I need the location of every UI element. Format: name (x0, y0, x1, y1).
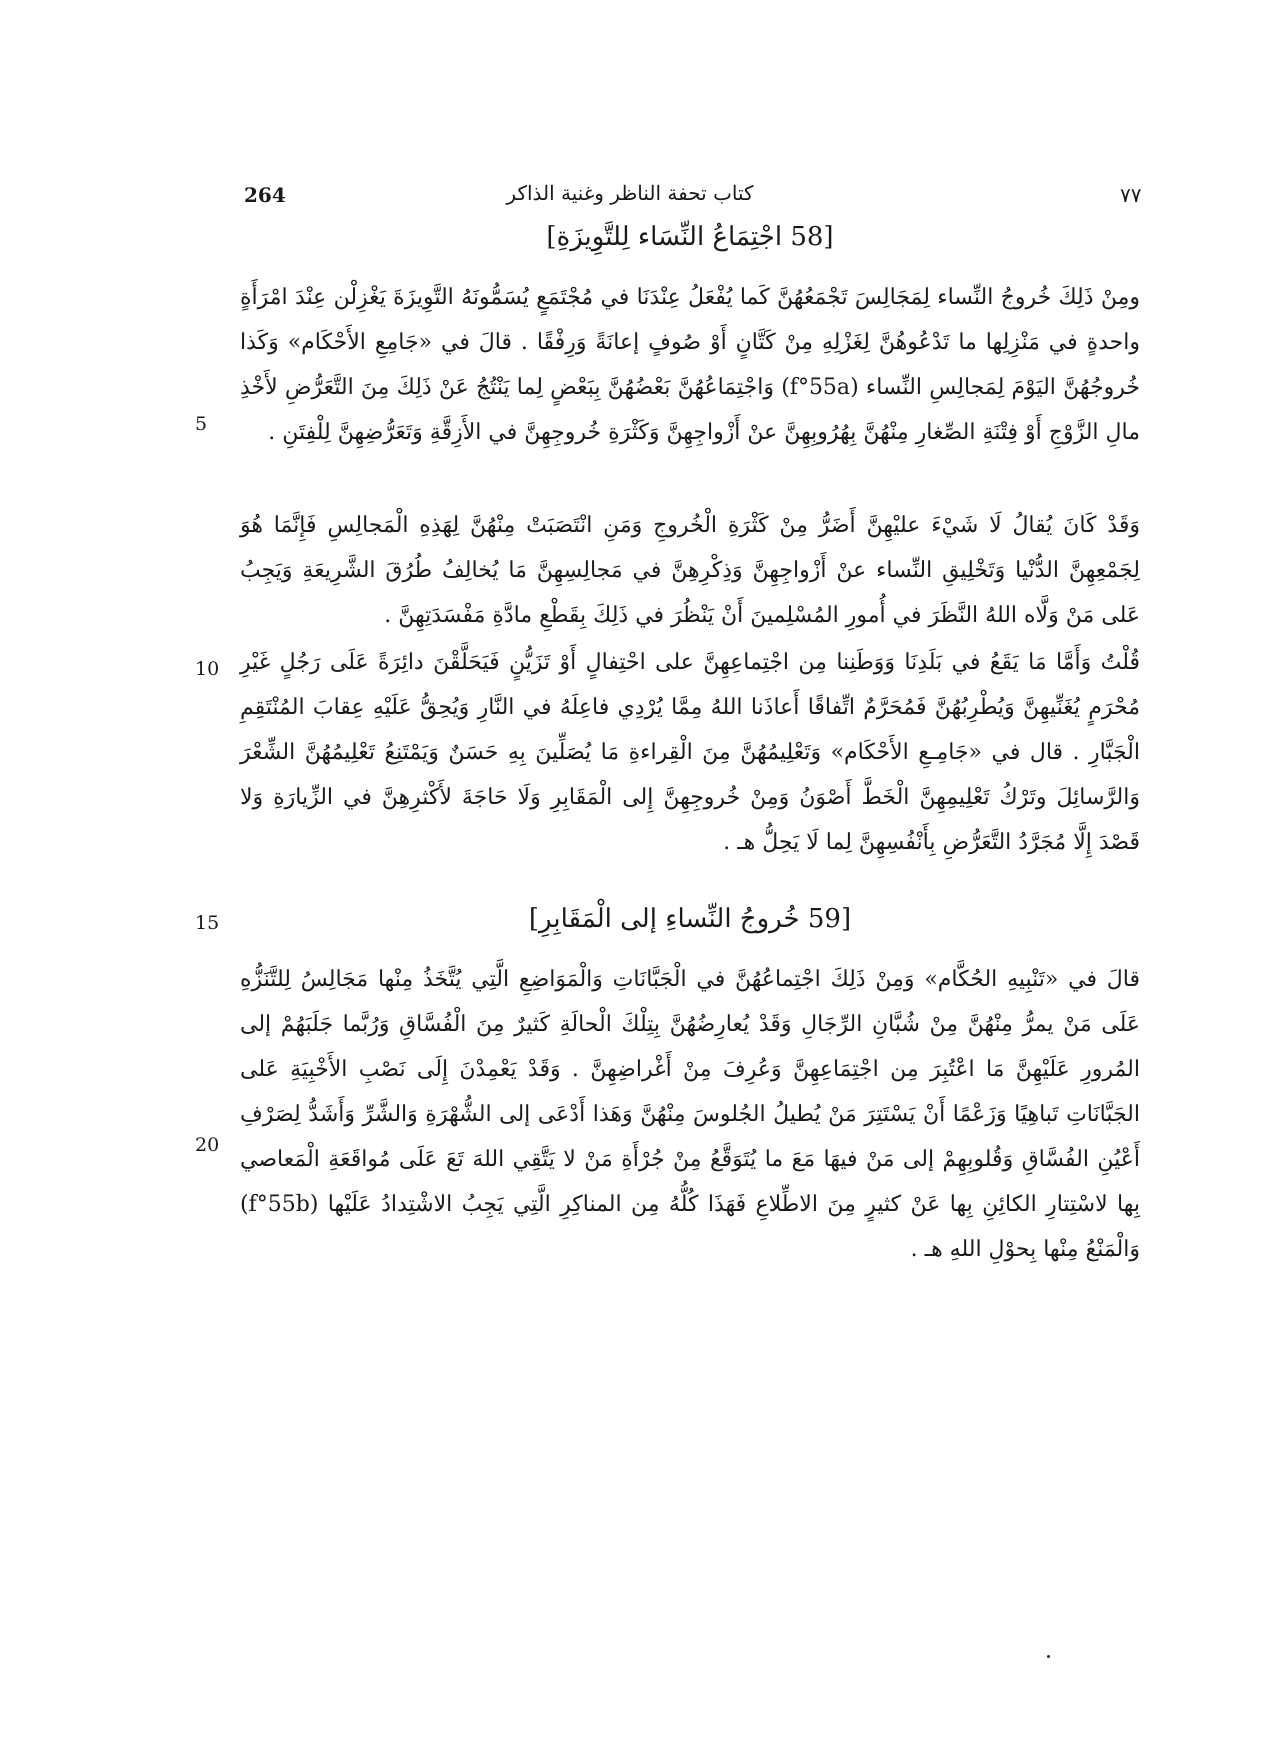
paragraph: وَقَدْ كَانَ يُقالُ لَا شَيْءَ عليْهِنَّ أَضَرُّ مِنْ كَثْرَةِ الْخُروجِ وَمَنِ انْتَصَبَتْ مِنْهُنَّ لِهَذِهِ الْمَجالِسِ فَإِنَّمَا هُوَ لِجَمْعِهِنَّ الدُّنْيا وَتَخْلِيقِ النِّساء عنْ أَزْواجِهِنَّ وَذِكْرِهِنَّ في مَجالِسِهِنَّ مَا يُخالِفُ طُرُقَ الشَّرِيعَةِ وَيَجِبُ عَلى مَنْ وَلَّاه اللهُ النَّظَرَ في أُمورِ المُسْلِمينَ أَنْ يَنْظُرَ في ذَلِكَ بِقَطْعِ مادَّةِ مَفْسَدَتِهِنَّ . (240, 513, 1140, 628)
line-number: 10 (195, 658, 220, 680)
section-heading-58: [58 اجْتِمَاعُ النِّسَاء لِلتَّوِيزَةِ] (546, 222, 834, 252)
section-heading-59: [59 خُروجُ النِّساءِ إلى الْمَقَابِرِ] (528, 904, 852, 934)
paragraph: ومِنْ ذَلِكَ خُروجُ النِّساء لِمَجَالِسَ تَجْمَعُهُنَّ كَما يُفْعَلُ عِنْدَنَا في مُجْتَمَعٍ يُسَمُّونَهُ التَّوِيزَةَ يَغْزِلْن عِنْدَ امْرَأَةٍ واحدةٍ في مَنْزِلِها ما تَدْعُوهُنَّ لِغَزْلِهِ مِنْ كَتَّانٍ أَوْ صُوفٍ إعانَةً وَرِفْقًا . قالَ في «جَامِعِ الأَحْكَام» وَكَذا خُروجُهُنَّ اليَوْمَ لِمَجالِسِ النِّساء (f°55a) وَاجْتِمَاعُهُنَّ بَعْضُهُنَّ بِبَعْضٍ لِما يَنْتُجُ عَنْ ذَلِكَ مِنَ التَّعَرُّضِ لأَخْذِ مالِ الزَّوْجِ أَوْ فِتْنَةِ الصِّغارِ مِنْهُنَّ بِهُرُوبِهِنَّ عنْ أَزْواجِهِنَّ وَكَثْرَةِ خُروجِهِنَّ في الأَزِقَّةِ وَتَعَرُّضِهِنَّ لِلْفِتَنِ . (240, 285, 1140, 445)
running-title: كتاب تحفة الناظر وغنية الذاكر (506, 181, 754, 205)
paragraph: قالَ في «تَنْبِيهِ الحُكَّام» وَمِنْ ذَلِكَ اجْتِماعُهُنَّ في الْجَبَّانَاتِ وَالْمَوَاضِعِ الَّتِي يُتَّخَذُ مِنْها مَجَالِسُ لِلتَّنَزُّهِ عَلَى مَنْ يمرُّ مِنْهُنَّ مِنْ شُبَّانِ الرِّجَالِ وَقَدْ يُعارِضُهُنَّ بِتِلْكَ الْحالَةِ كَثيرٌ مِنَ الْفُسَّاقِ وَرُبَّما جَلَبَهُمْ إلى المُرورِ عَلَيْهِنَّ مَا اعْتُبِرَ مِن اجْتِمَاعِهِنَّ وَعُرِفَ مِنْ أَغْراضِهِنَّ . وَقَدْ يَعْمِدْنَ إِلَى نَصْبِ الأَخْبِيَةِ عَلى الجَبَّانَاتِ تَباهِيًا وَزَعْمًا أَنْ يَسْتَتِرَ مَنْ يُطيلُ الجُلوسَ مِنْهُنَّ وَهَذا أَدْعَى إلى الشُّهْرَةِ وَالشَّرِّ وَأَشَدُّ لِصَرْفِ أَعْيُنِ الفُسَّاقِ وَقُلوبِهِمْ إلى مَنْ فيهَا مَعَ ما يُتَوَقَّعُ مِنْ جُرْأَةِ مَنْ لا يَتَّقِي اللهَ تَعَ عَلَى مُواقَعَةِ الْمَعاصي بِها لاسْتِتارِ الكائِنِ بِها عَنْ كثيرٍ مِنَ الاطِّلاعِ فَهَذَا كُلُّهُ مِن المناكِرِ الَّتِي يَجِبُ الاشْتِدادُ عَلَيْها (f°55b) وَالْمَنْعُ مِنْها بِحوْلِ اللهِ هـ . (240, 967, 1140, 1262)
stray-dot (1047, 1655, 1050, 1658)
page-number-arabic: ٧٧ (1120, 183, 1142, 207)
paragraph: قُلْتُ وَأَمَّا مَا يَقَعُ في بَلَدِنَا وَوَطَنِنا مِن اجْتِماعِهِنَّ على احْتِفالٍ أَوْ تَزَيُّنٍ فَيَحَلَّقْنَ دائِرَةً عَلَى رَجُلٍ غَيْرِ مُحْرَمٍ يُغَنِّيهِنَّ وَيُطْرِبُهُنَّ فَمُحَرَّمٌ اتِّفاقًا أَعاذَنا اللهُ مِمَّا يُرْدِي فاعِلَهُ في النَّارِ وَيُحِقُّ عَلَيْهِ عِقابَ المُنْتَقِمِ الْجَبَّارِ . قال في «جَامِـعِ الأَحْكَام» وَتَعْلِيمُهُنَّ مِنَ الْقِراءةِ مَا يُصَلِّينَ بِهِ حَسَنٌ وَيَمْتَنِعُ تَعْلِيمُهُنَّ الشِّعْرَ وَالرَّسائِلَ وتَرْكُ تَعْلِيمِهِنَّ الْخَطَّ أَصْوَنُ وَمِنْ خُروجِهِنَّ إِلى الْمَقَابِرِ وَلَا حَاجَةَ لأَكْثرِهِنَّ في الزِّيارَةِ وَلا قَصْدَ إِلَّا مُجَرَّدُ التَّعَرُّضِ بِأَنْفُسِهِنَّ لِما لَا يَحِلُّ هـ . (240, 650, 1140, 855)
page-number-latin: 264 (244, 183, 286, 207)
line-number: 15 (195, 912, 220, 934)
line-number: 5 (195, 413, 208, 435)
line-number: 20 (195, 1134, 220, 1156)
